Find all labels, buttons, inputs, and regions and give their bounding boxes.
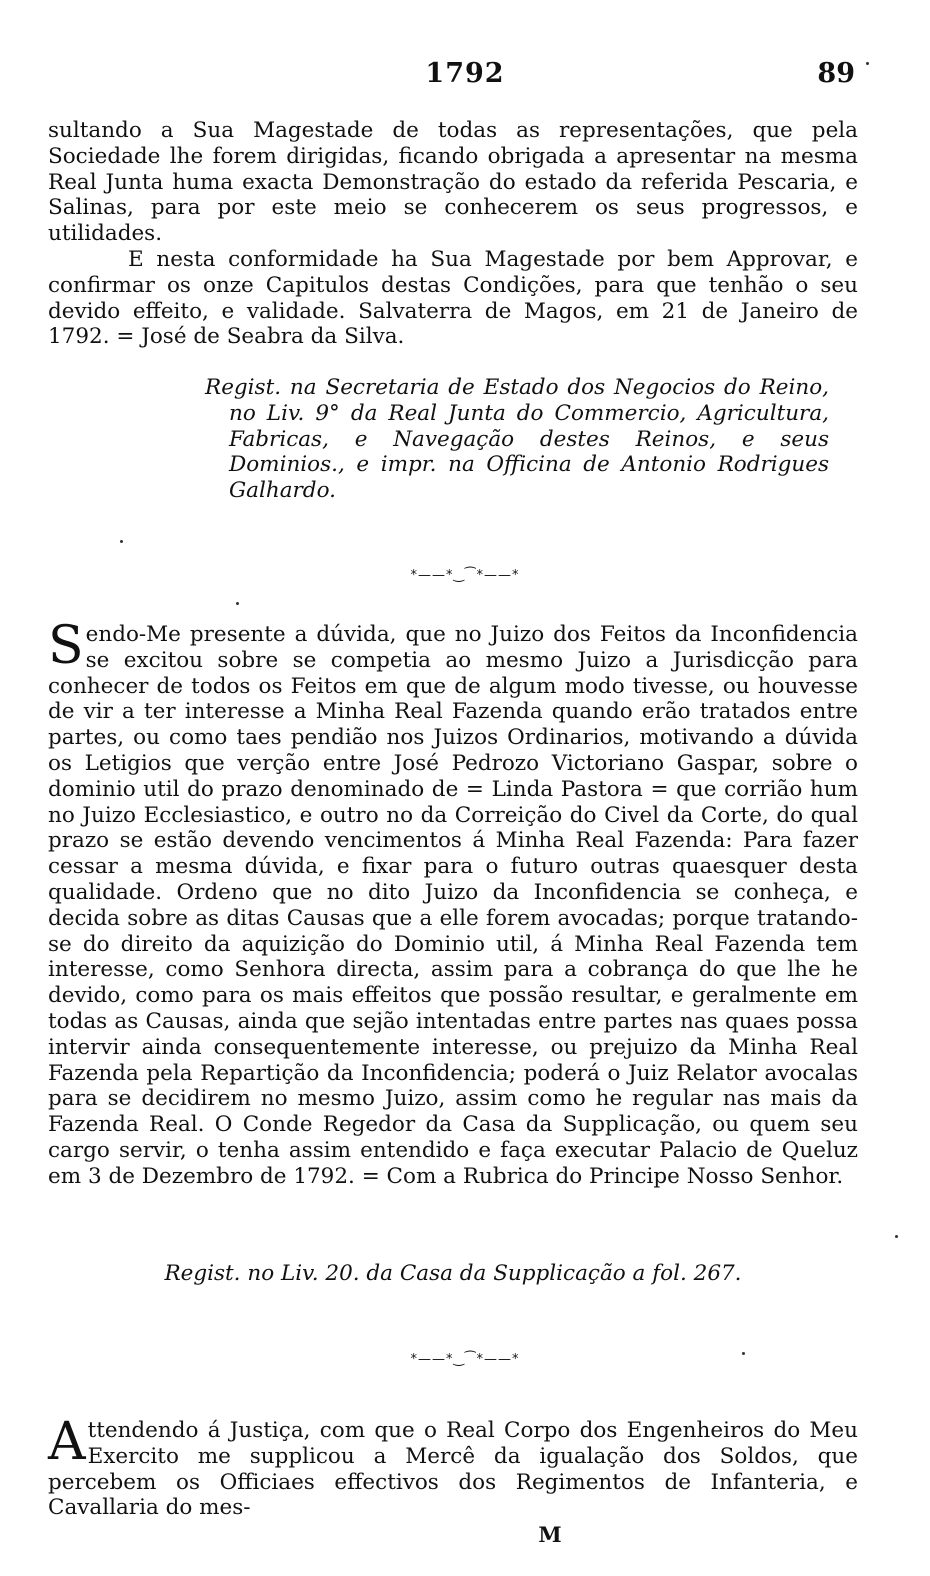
speck — [866, 62, 869, 65]
decree-text: endo-Me presente a dúvida, que no Juizo dos Feitos da Inconfidencia se excitou sobre se competia ao mesmo Juizo a Jurisdicção para conhecer de todos os Feitos em que de algum modo tivesse, ou houvesse de vir a ter interesse a Minha Real Fazenda quando erão tratados entre partes, ou como taes pendião nos Juizos Ordinarios, motivando a dúvida os Letigios que verção entre José Pedrozo Victoriano Gaspar, sobre o dominio util do prazo denominado de = Linda Pastora = que corrião hum no Juizo Ecclesiastico, e outro no da Correição do Civel da Corte, do qual prazo se estão devendo vencimentos á Minha Real Fazenda: Para fazer cessar a mesma dúvida, e fixar para o futuro outras quaesquer desta qualidade. Ordeno que no dito Juizo da Inconfidencia se conheça, e decida sobre as ditas Causas que a elle forem avocadas; porque tratando-se do direito da aquizição do Dominio util, á Minha Real Fazenda tem interesse, como Senhora directa, assim para a cobrança do que lhe he devido, como para os mais effeitos que possão resultar, e geralmente em todas as Causas, ainda que sejão intentadas entre partes nas quaes possa intervir ainda consequentemente interesse, ou prejuizo da Minha Real Fazenda pela Repartição da Inconfidencia; poderá o Juiz Relator avocalas para se decidirem no mesmo Juizo, assim como he regular nas mais da Fazenda Real. O Conde Regedor da Casa da Supplicação, ou quem seu cargo servir, o tenha assim entendido e faça executar Palacio de Queluz em 3 de Dezembro de 1792. = Com a Rubrica do Principe Nosso Senhor. — [48, 622, 858, 1189]
speck — [895, 1235, 898, 1238]
speck — [120, 540, 123, 543]
decree-register-note: Regist. no Liv. 20. da Casa da Supplicação a fol. 267. — [164, 1261, 742, 1286]
section-ornament: *——*‿⁀*——* — [410, 568, 520, 583]
page-number: 89 — [817, 58, 855, 89]
signature-mark: M — [538, 1522, 562, 1547]
new-decree-text: ttendendo á Justiça, com que o Real Corpo dos Engenheiros do Meu Exercito me supplicou a Mercê da igualação dos Soldos, que percebem os Officiaes effectivos dos Regimentos de Infanteria, e Cavallaria do mes- — [48, 1418, 858, 1521]
registration-note: Regist. na Secretaria de Estado dos Negocios do Reino, no Liv. 9° da Real Junta do Commercio, Agricultura, Fabricas, e Navegação destes Reinos, e seus Dominios., e impr. na Officina de Antonio Rodrigues Galhardo. — [205, 375, 829, 504]
section-ornament-2: *——*‿⁀*——* — [410, 1352, 520, 1367]
drop-cap: S — [48, 616, 84, 676]
paragraph-continuation: sultando a Sua Magestade de todas as representações, que pela Sociedade lhe forem dirigidas, ficando obrigada a apresentar na mesma Real Junta huma exacta Demonstração do estado da referida Pescaria, e Salinas, para por este meio se conhecerem os seus progressos, e utilidades. — [48, 118, 858, 247]
speck — [236, 602, 239, 605]
continued-text-block — [48, 118, 858, 350]
running-head-year: 1792 — [425, 58, 505, 89]
paragraph-approval: E nesta conformidade ha Sua Magestade por bem Approvar, e confirmar os onze Capitulos destas Condições, para que tenhão o seu devido effeito, e validade. Salvaterra de Magos, em 21 de Janeiro de 1792. = José de Seabra da Silva. — [48, 246, 858, 350]
page-header — [0, 58, 930, 98]
decree-block — [48, 616, 858, 1190]
new-decree-block — [48, 1412, 858, 1521]
drop-cap-2: A — [48, 1412, 86, 1472]
speck — [742, 1352, 745, 1355]
